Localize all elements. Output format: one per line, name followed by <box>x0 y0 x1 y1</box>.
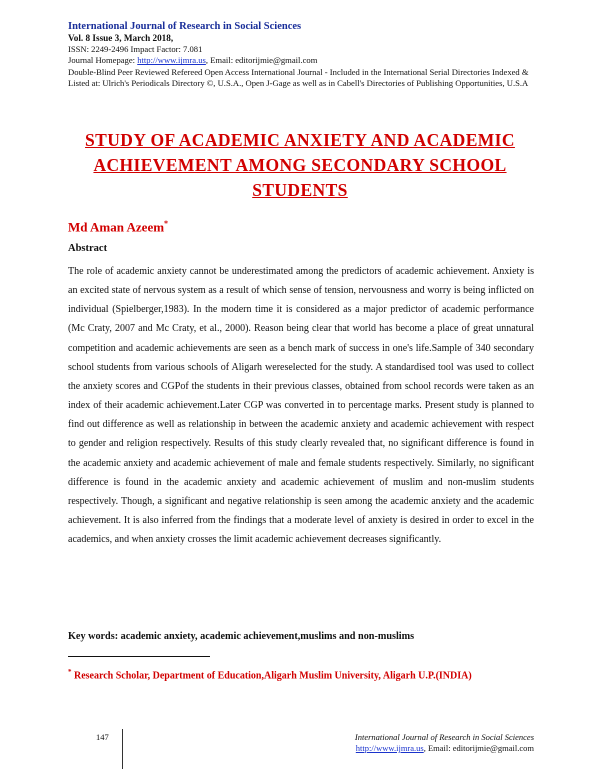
journal-header <box>68 20 538 89</box>
footnote-divider <box>68 656 210 657</box>
keywords: Key words: academic anxiety, academic achievement,muslims and non-muslims <box>68 631 415 642</box>
footer-divider <box>122 729 123 769</box>
homepage-link[interactable]: http://www.ijmra.us <box>137 55 206 66</box>
footnote-text: Research Scholar, Department of Education,Aligarh Muslim University, Aligarh U.P.(INDIA) <box>74 670 472 682</box>
indexing-info: Double-Blind Peer Reviewed Refereed Open Access International Journal - Included in the International Serial Directories Indexed & Listed at: Ulrich's Periodicals Directory ©, U.S.A., Open J-Gage as well as in Cabell's Directories of Publishing Opportunities, U.S.A <box>68 66 529 88</box>
homepage-line <box>68 55 538 66</box>
paper-title: STUDY OF ACADEMIC ANXIETY AND ACADEMIC ACHIEVEMENT AMONG SECONDARY SCHOOL STUDENTS <box>85 130 515 200</box>
footer-contact <box>355 743 534 754</box>
footer-journal-name: International Journal of Research in Social Sciences <box>354 732 534 742</box>
homepage-label: Journal Homepage: <box>68 55 138 66</box>
page-number: 147 <box>96 732 109 742</box>
abstract-heading: Abstract <box>68 243 108 254</box>
page-footer <box>355 732 534 754</box>
author-name <box>68 219 168 235</box>
volume-issue: Vol. 8 Issue 3, March 2018, <box>68 33 174 43</box>
header-email: , Email: editorijmie@gmail.com <box>205 55 318 66</box>
issn-impact: ISSN: 2249-2496 Impact Factor: 7.081 <box>68 44 203 55</box>
footer-email: , Email: editorijmie@gmail.com <box>423 743 534 753</box>
author-footnote-mark: * <box>164 219 169 228</box>
author-footnote <box>68 663 534 685</box>
journal-name: International Journal of Research in Social Sciences <box>68 21 302 32</box>
footer-link[interactable]: http://www.ijmra.us <box>355 743 424 753</box>
abstract-text: The role of academic anxiety cannot be underestimated among the predictors of academic achievement. Anxiety is an excited state of nervous system as a result of which sense of tension, nervousness and worry is being inflicted on individual (Spielberger,1983). In the modern time it is considered as a major predictor of academic performance (Mc Craty, 2007 and Mc Craty, et al., 2000). Reason being clear that world has become a place of great unnatural competition and academic achievements are seen as a bench mark of success in one's life.Sample of 340 secondary school students from various schools of Aligarh wereselected for the study. A standardised tool was used to collect the anxiety scores and CGPof the students in their previous classes, obtained from school records were taken as an index of their academic achievement.Later CGP was converted in to percentage marks. Present study is planned to find out difference as well as relationship in between the academic anxiety and academic achievement with respect to gender and religion respectively. Results of this study clearly revealed that, no significant difference is found in the academic anxiety and academic achievement of male and female students respectively. Similarly, no significant difference is found in the academic anxiety and academic achievement of muslim and non-muslim students respectively. Though, a significant and negative relationship is seen among the academic anxiety and the academic achievement. It is also inferred from the findings that a moderate level of anxiety is desired in order to excel in the academics, and when anxiety crosses the limit academic achievement decreases significantly. <box>68 266 534 546</box>
author-name-text: Md Aman Azeem <box>68 219 165 235</box>
footnote-mark: * <box>68 668 72 676</box>
